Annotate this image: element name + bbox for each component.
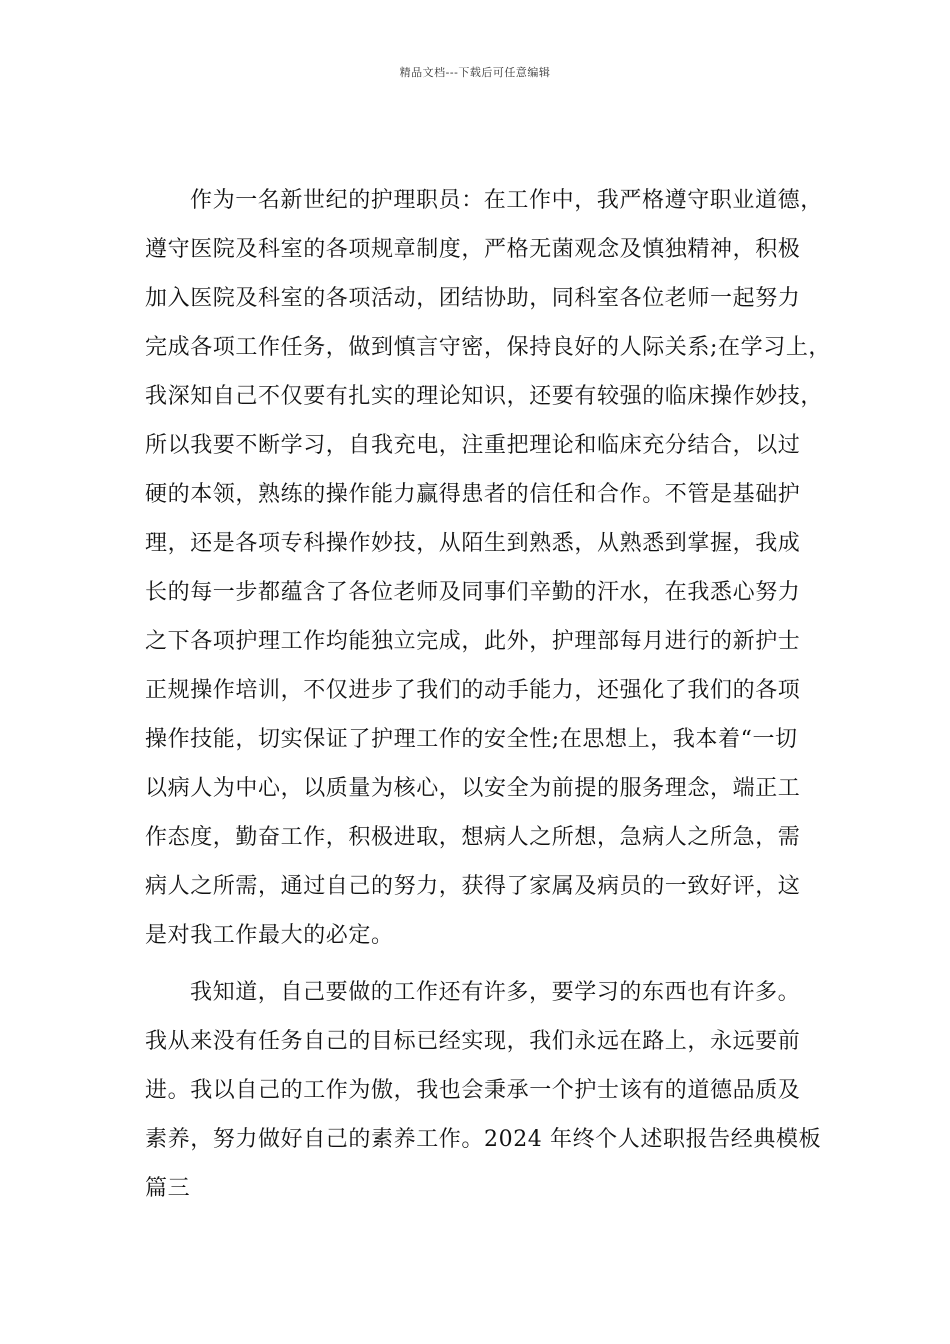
paragraph-1-line: 作为一名新世纪的护理职员：在工作中，我严格遵守职业道德，: [190, 188, 823, 213]
paragraph-1-line: 之下各项护理工作均能独立完成，此外，护理部每月进行的新护士: [145, 629, 801, 654]
paragraph-2-line: 进。我以自己的工作为傲，我也会秉承一个护士该有的道德品质及: [145, 1078, 801, 1103]
page-header: 精品文档---下载后可任意编辑: [399, 66, 551, 79]
paragraph-1-line: 所以我要不断学习，自我充电，注重把理论和临床充分结合，以过: [145, 433, 801, 458]
paragraph-1-line: 操作技能，切实保证了护理工作的安全性;在思想上，我本着“一切: [145, 727, 798, 752]
paragraph-1-line: 加入医院及科室的各项活动，团结协助，同科室各位老师一起努力: [145, 286, 801, 311]
paragraph-1-line: 遵守医院及科室的各项规章制度，严格无菌观念及慎独精神，积极: [145, 237, 801, 262]
paragraph-1-line: 完成各项工作任务，做到慎言守密，保持良好的人际关系;在学习上，: [145, 335, 832, 360]
paragraph-1-line: 是对我工作最大的必定。: [145, 923, 394, 948]
paragraph-1-line: 正规操作培训，不仅进步了我们的动手能力，还强化了我们的各项: [145, 678, 801, 703]
paragraph-2-line: 我从来没有任务自己的目标已经实现，我们永远在路上，永远要前: [145, 1029, 801, 1054]
paragraph-1-line: 硬的本领，熟练的操作能力赢得患者的信任和合作。不管是基础护: [145, 482, 801, 507]
paragraph-1-line: 病人之所需，通过自己的努力，获得了家属及病员的一致好评，这: [145, 874, 801, 899]
paragraph-2-line: 我知道，自己要做的工作还有许多，要学习的东西也有许多。: [190, 980, 801, 1005]
paragraph-1-line: 长的每一步都蕴含了各位老师及同事们辛勤的汗水，在我悉心努力: [145, 580, 801, 605]
paragraph-1-line: 作态度，勤奋工作，积极进取，想病人之所想，急病人之所急，需: [145, 825, 801, 850]
document-body: [145, 176, 832, 1213]
paragraph-2-line: 素养，努力做好自己的素养工作。2024 年终个人述职报告经典模板: [145, 1127, 822, 1152]
paragraph-2-line: 篇三: [145, 1176, 191, 1201]
paragraph-1-line: 理，还是各项专科操作妙技，从陌生到熟悉，从熟悉到掌握，我成: [145, 531, 801, 556]
paragraph-1-line: 以病人为中心，以质量为核心，以安全为前提的服务理念，端正工: [145, 776, 801, 801]
paragraph-1-line: 我深知自己不仅要有扎实的理论知识，还要有较强的临床操作妙技，: [145, 384, 824, 409]
